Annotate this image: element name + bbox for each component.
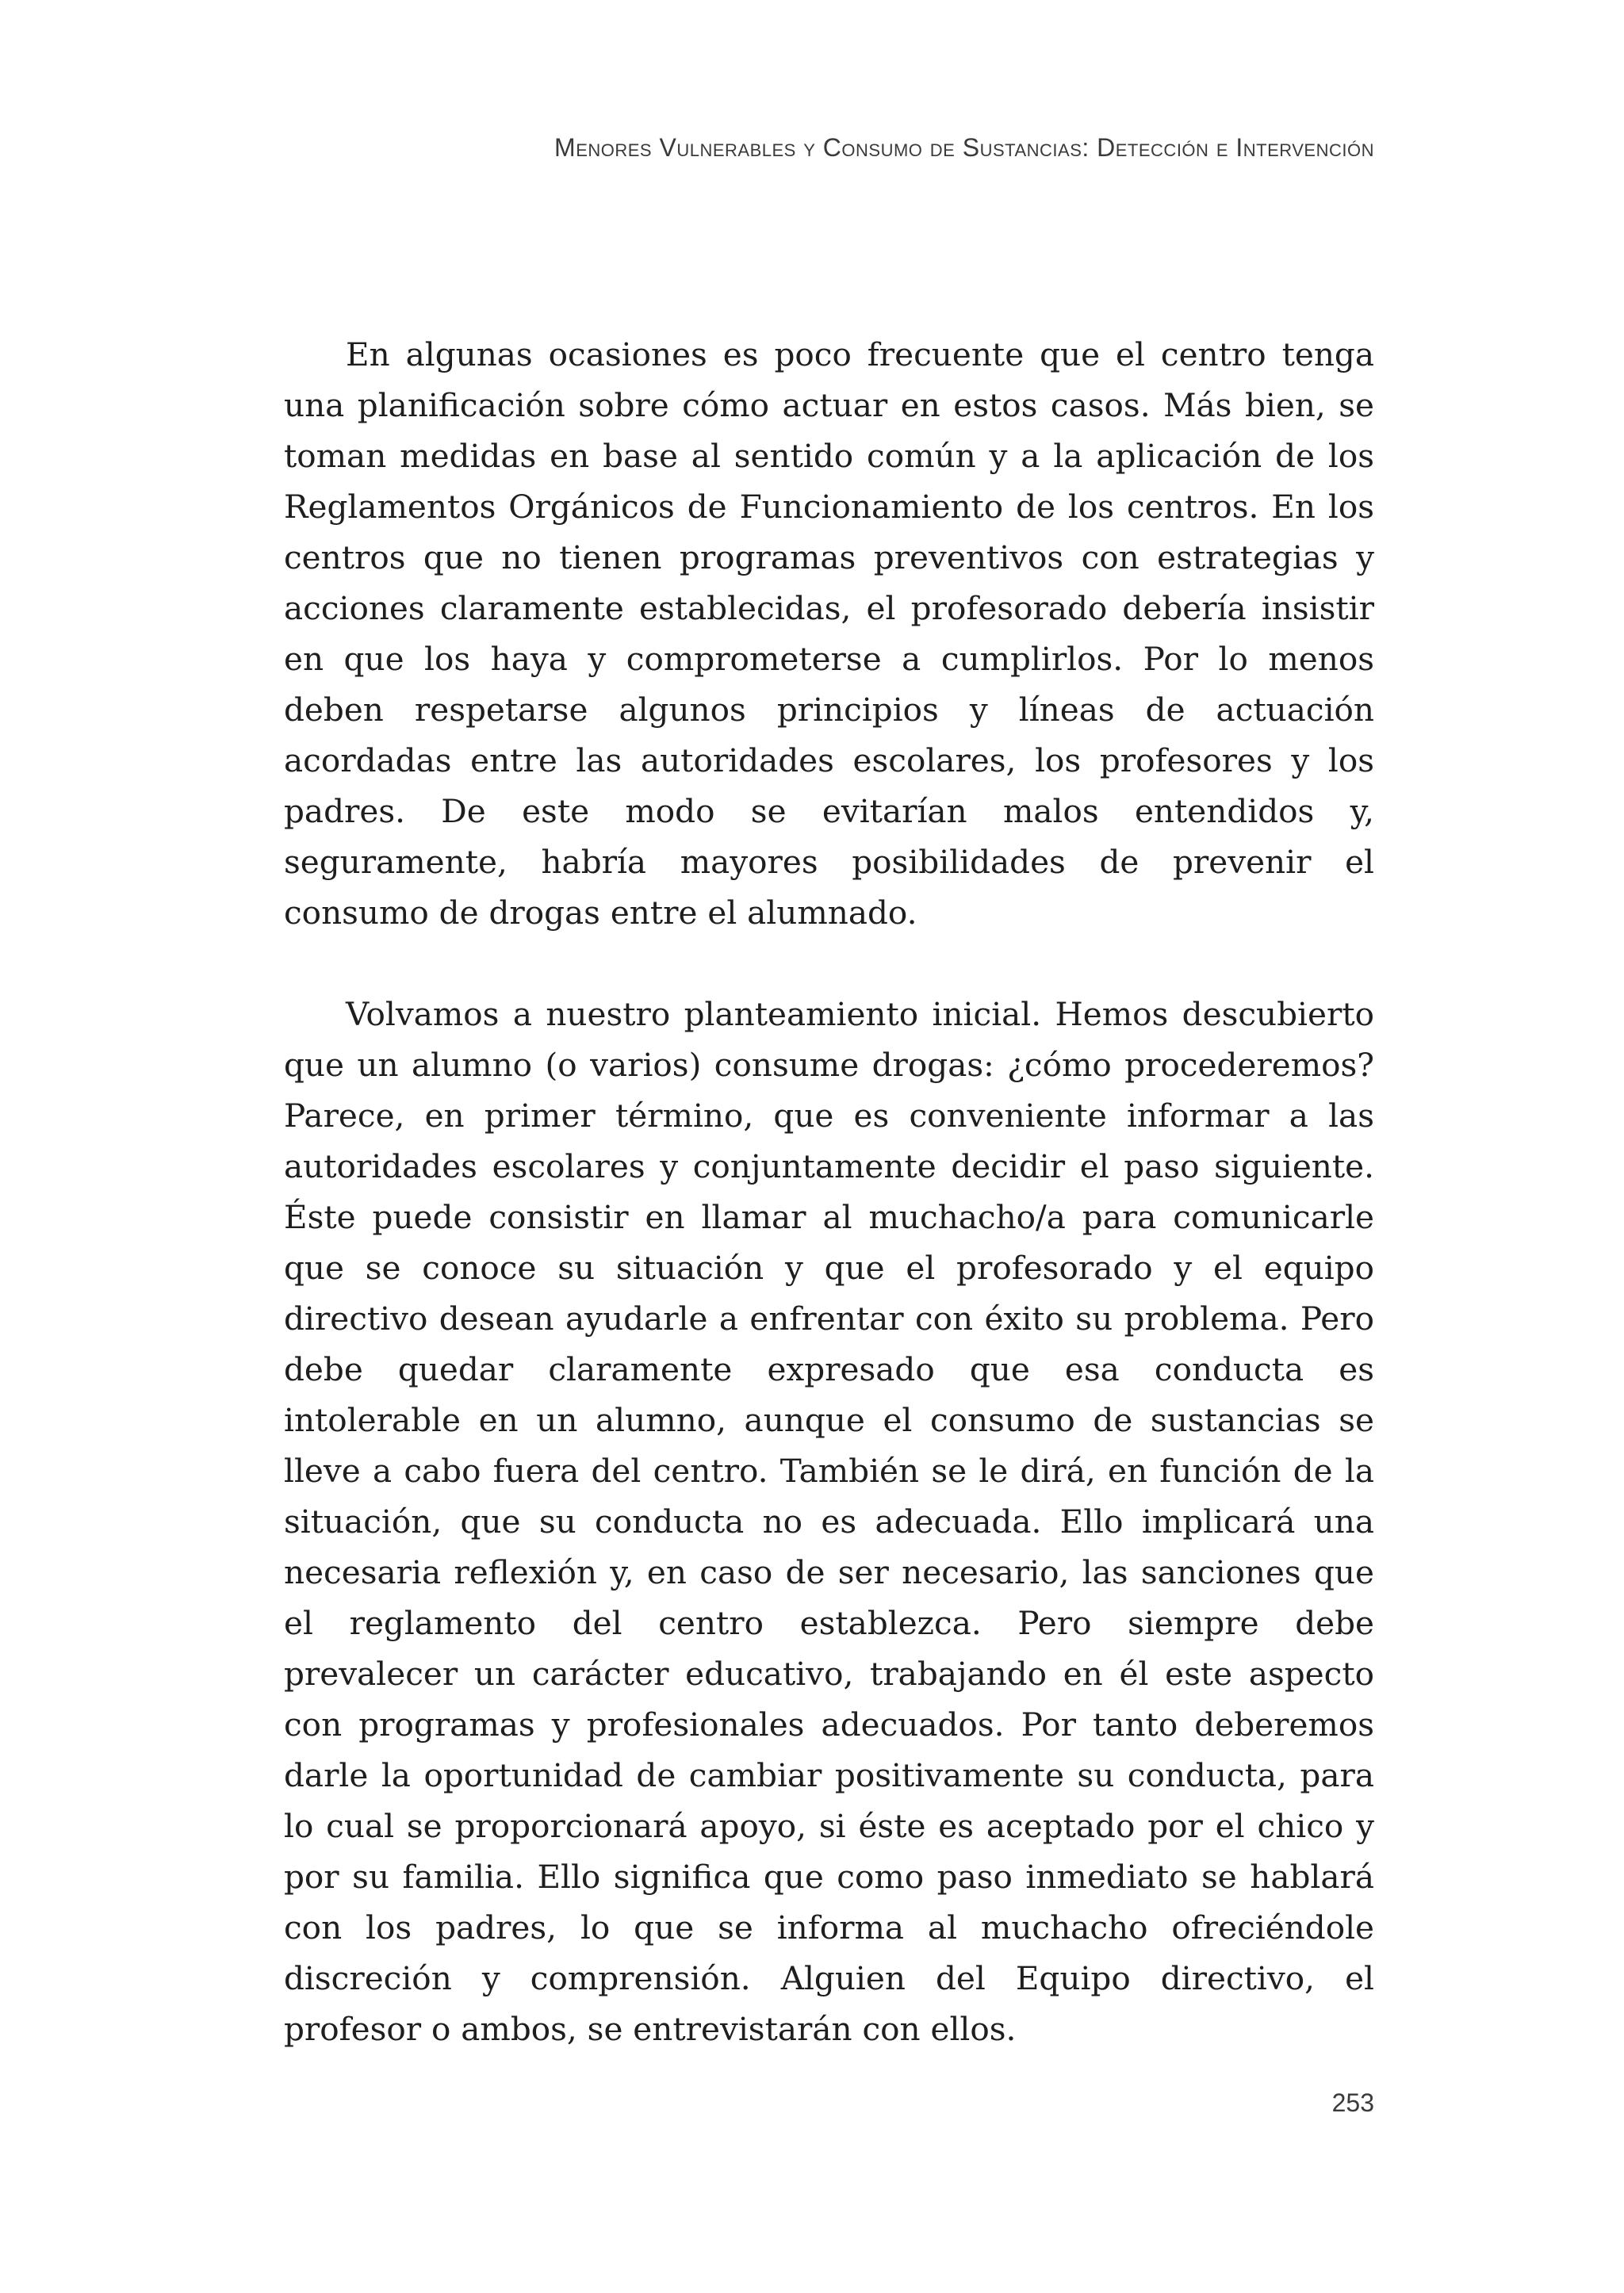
page-number: 253: [1331, 2088, 1374, 2117]
running-header: Menores Vulnerables y Consumo de Sustancias: Detección e Intervención: [554, 133, 1374, 162]
paragraph: Volvamos a nuestro planteamiento inicial. Hemos descubierto que un alumno (o varios) consume drogas: ¿cómo procederemos? Parece, en primer término, que es conveniente informar a las autoridades escolares y conjuntamente decidir el paso siguiente. Éste puede consistir en llamar al muchacho/a para comunicarle que se conoce su situación y que el profesorado y el equipo directivo desean ayudarle a enfrentar con éxito su problema. Pero debe quedar claramente expresado que esa conducta es intolerable en un alumno, aunque el consumo de sustancias se lleve a cabo fuera del centro. También se le dirá, en función de la situación, que su conducta no es adecuada. Ello implicará una necesaria reflexión y, en caso de ser necesario, las sanciones que el reglamento del centro establezca. Pero siempre debe prevalecer un carácter educativo, trabajando en él este aspecto con programas y profesionales adecuados. Por tanto deberemos darle la oportunidad de cambiar positivamente su conducta, para lo cual se proporcionará apoyo, si éste es aceptado por el chico y por su familia. Ello significa que como paso inmediato se hablará con los padres, lo que se informa al muchacho ofreciéndole discreción y comprensión. Alguien del Equipo directivo, el profesor o ambos, se entrevistarán con ellos.: [284, 995, 1374, 2048]
body-text: [284, 329, 1374, 2054]
paragraph: En algunas ocasiones es poco frecuente que el centro tenga una planificación sobre cómo actuar en estos casos. Más bien, se toman medidas en base al sentido común y a la aplicación de los Reglamentos Orgánicos de Funcionamiento de los centros. En los centros que no tienen programas preventivos con estrategias y acciones claramente establecidas, el profesorado debería insistir en que los haya y comprometerse a cumplirlos. Por lo menos deben respetarse algunos principios y líneas de actuación acordadas entre las autoridades escolares, los profesores y los padres. De este modo se evitarían malos entendidos y, seguramente, habría mayores posibilidades de prevenir el consumo de drogas entre el alumnado.: [284, 335, 1374, 932]
